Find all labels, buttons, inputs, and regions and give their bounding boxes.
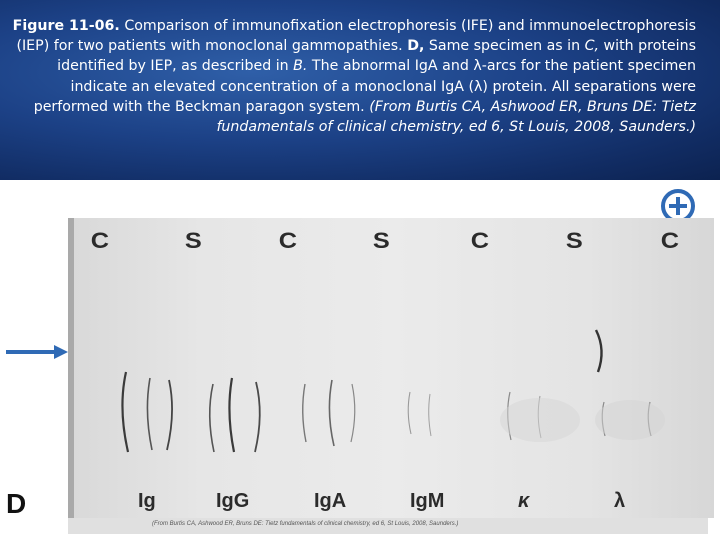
antiserum-label: IgG	[216, 490, 250, 512]
figure-credit: (From Burtis CA, Ashwood ER, Bruns DE: Tietz fundamentals of clinical chemistry, ed 6, St Louis, 2008, Saunders.)	[152, 521, 459, 527]
lane-label-specimen: S	[565, 228, 584, 253]
caption-source: (From Burtis CA, Ashwood ER, Bruns DE: Tietz fundamentals of clinical chemistry, ed 6, St Louis, 2008, Saunders.)	[216, 98, 696, 136]
precipitin-arc	[596, 330, 602, 372]
antiserum-label: IgM	[410, 490, 445, 512]
reference-b: B.	[293, 58, 308, 75]
precipitin-arc	[122, 372, 128, 452]
figure-label: Figure 11-06.	[12, 18, 120, 34]
precipitin-arc	[408, 392, 411, 434]
precipitin-arc	[210, 384, 214, 452]
lane-label-control: C	[470, 228, 491, 253]
precipitin-arc	[167, 380, 172, 450]
caption-text-2: Same specimen as in	[424, 38, 585, 55]
antiserum-label: λ	[614, 490, 626, 512]
precipitin-arc	[229, 378, 234, 452]
precipitin-arc	[329, 380, 334, 446]
antiserum-label: Ig	[138, 490, 156, 512]
precipitin-arc	[255, 382, 260, 452]
caption-text-3: with proteins identified by IEP, as described in	[57, 38, 696, 75]
lane-label-control: C	[660, 228, 681, 253]
precipitin-arc	[351, 384, 355, 442]
caption-text: Comparison of immunofixation electrophoresis (IFE) and immunoelectrophoresis (IEP) for two patients with monoclonal gammopathies.	[16, 18, 696, 55]
reference-c: C,	[584, 38, 600, 55]
antiserum-label: IgA	[314, 490, 347, 512]
lane-label-specimen: S	[372, 228, 391, 253]
precipitin-arc	[147, 378, 152, 450]
lane-label-control: C	[278, 228, 299, 253]
lane-label-specimen: S	[184, 228, 203, 253]
precipitin-arc	[429, 394, 431, 436]
panel-reference: D,	[407, 38, 425, 55]
panel-letter: D	[6, 488, 27, 519]
precipitin-arc	[303, 384, 306, 442]
caption-text-4: The abnormal IgA and λ-arcs for the patient specimen indicate an elevated concentration of a monoclonal IgA (λ) protein. All separations were performed with the Beckman paragon system.	[33, 58, 696, 115]
lane-label-control: C	[90, 228, 111, 253]
abnormal-arc-arrow-icon	[6, 345, 70, 359]
antiserum-label: κ	[518, 490, 530, 512]
